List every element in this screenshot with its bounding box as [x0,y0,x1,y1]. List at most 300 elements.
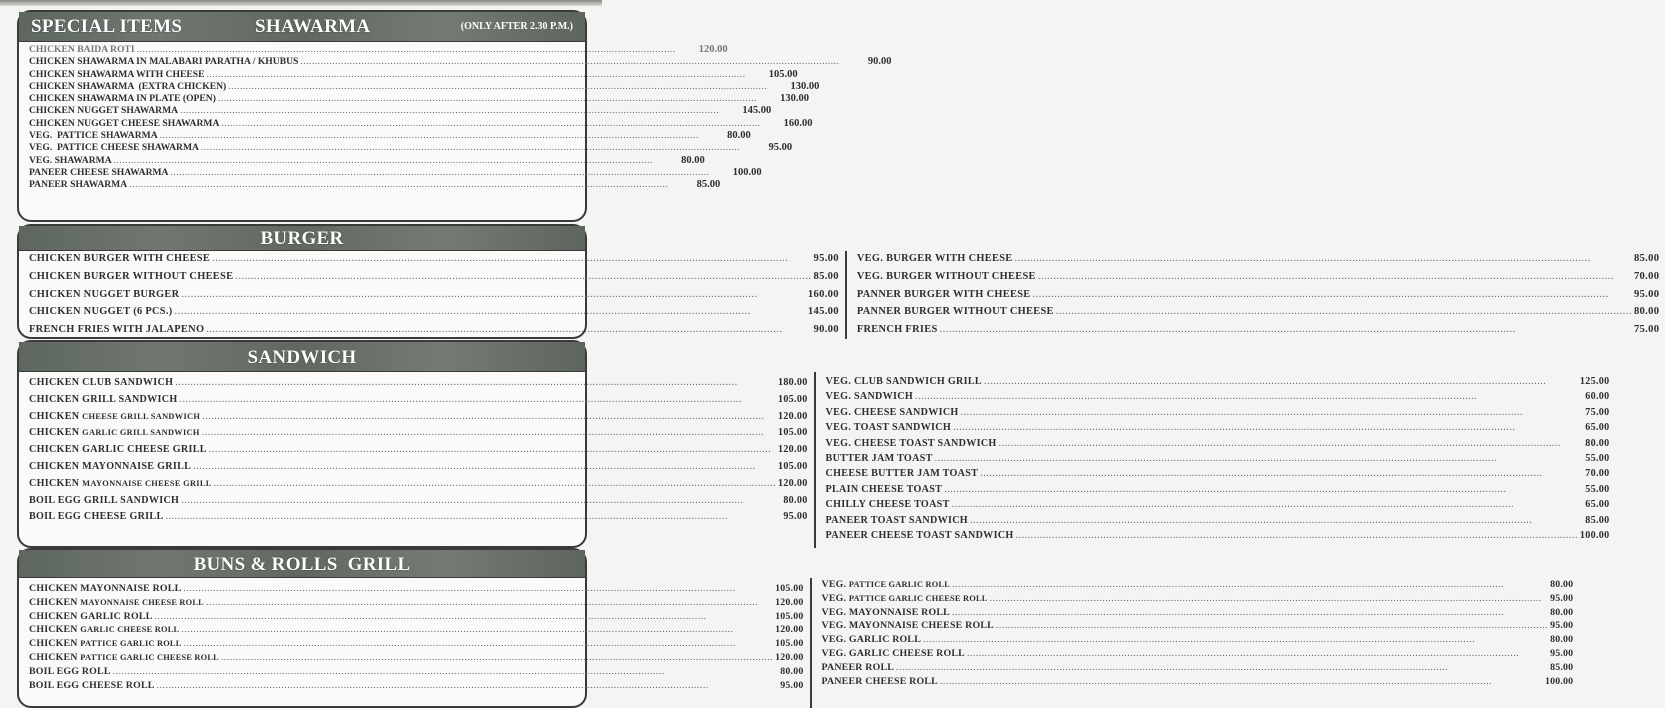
menu-item-name-detail: GARLIC GRILL SANDWICH [82,428,200,438]
menu-item-name-detail: MAYONNAISE CHEESE ROLL [80,597,204,607]
dot-leader [952,607,1548,618]
section-sandwich [17,340,1610,548]
dot-leader [202,427,776,438]
menu-item-name [826,391,913,402]
menu-item-name-text: VEG. GARLIC CHEESE ROLL [821,647,965,659]
menu-item-name-text: VEG. PATTICE SHAWARMA [29,130,158,142]
dot-leader [970,515,1583,526]
menu-item-name [29,289,179,300]
menu-item-price: 105.00 [775,610,804,622]
menu-item-price: 95.00 [1550,620,1574,632]
menu-item-name-text: VEG. SHAWARMA [29,154,112,166]
section-header-sandwich [19,342,585,372]
menu-item-price: 180.00 [777,377,808,388]
dot-leader [235,271,811,282]
menu-item-name-text: PANNER BURGER WITH CHEESE [856,288,1031,300]
menu-item-name [29,624,179,635]
menu-item-name [29,105,178,116]
menu-item-name-text: PANEER ROLL [821,661,895,673]
menu-item-price: 105.00 [768,68,798,80]
dot-leader [157,680,779,691]
menu-item-name [857,324,938,335]
menu-item-name-text: VEG. CLUB SANDWICH GRILL [825,376,982,387]
menu-item-price: 80.00 [1633,306,1660,318]
menu-item-name-text: BOIL EGG CHEESE ROLL [29,679,155,691]
menu-item-name-text: BOIL EGG ROLL [29,665,111,677]
menu-item-price: 105.00 [777,393,808,405]
menu-item [29,597,804,611]
menu-item-name [822,593,988,604]
menu-item [826,530,1610,545]
menu-item-price: 100.00 [1579,529,1610,541]
menu-item [29,80,820,93]
menu-item [29,666,804,680]
menu-item [29,511,808,528]
menu-item-price: 95.00 [780,679,804,691]
menu-item [29,638,804,652]
dot-leader [181,624,773,635]
dot-leader [1033,289,1632,300]
menu-item [857,324,1659,342]
burger-right-column [845,251,1665,339]
dot-leader [113,666,779,677]
menu-item-name [29,461,191,472]
dot-leader [961,407,1584,418]
dot-leader [300,56,839,67]
menu-item-name-text: CHICKEN BURGER WITHOUT CHEESE [29,270,234,282]
menu-item-name-detail: PATTICE GARLIC CHEESE ROLL [80,652,219,662]
menu-item-price: 70.00 [1633,270,1660,282]
menu-item [29,142,793,154]
menu-item-name [822,579,951,590]
section-title-special-items: SPECIAL ITEMS [31,16,183,37]
menu-item [29,154,705,167]
section-title-burger: BURGER [260,228,344,249]
dot-leader [183,583,773,594]
menu-item-name-text: VEG. TOAST SANDWICH [825,422,952,434]
section-header-special [19,12,585,42]
menu-item [826,438,1610,453]
menu-item-price: 95.00 [768,142,793,154]
sandwich-right-column [814,372,1616,548]
availability-note: (ONLY AFTER 2.30 P.M.) [460,21,573,32]
menu-item-name [29,306,173,317]
section-buns-rolls-grill [17,548,1574,708]
menu-item [822,662,1574,676]
menu-item-price: 75.00 [1585,406,1610,418]
dot-leader [915,391,1583,402]
menu-item-name-text: VEG. [821,579,847,590]
menu-item-name-detail: GARLIC CHEESE ROLL [80,625,180,635]
menu-item [857,306,1659,324]
menu-item-name-text: CHICKEN [29,477,80,489]
top-edge-strip [0,0,602,6]
dot-leader [181,495,781,506]
menu-item-name-text: PANEER CHEESE TOAST SANDWICH [825,529,1014,541]
menu-item-price: 90.00 [813,324,839,336]
menu-item-name-text: CHICKEN CLUB SANDWICH [29,377,174,388]
section-burger [17,224,1660,339]
dot-leader [1016,530,1578,541]
menu-item-name-text: CHEESE BUTTER JAM TOAST [825,468,979,480]
menu-item-name-text: PLAIN CHEESE TOAST [825,483,943,495]
menu-item-name-text: FRENCH FRIES [856,324,938,336]
menu-item-name [29,69,204,80]
dot-leader [952,499,1584,510]
menu-item-price: 95.00 [1550,647,1574,659]
menu-item-name-text: CHICKEN SHAWARMA IN MALABARI PARATHA / KHUBUS [29,56,299,68]
menu-item-name [29,253,210,264]
menu-item [29,427,808,444]
menu-item [857,289,1659,307]
menu-item [29,461,808,478]
menu-item-name-text: PANEER CHEESE ROLL [821,675,938,687]
buns-left-column [19,578,810,708]
menu-item [29,289,839,307]
menu-item [826,499,1610,514]
menu-item-name-text: CHICKEN [29,410,80,422]
menu-item-price: 130.00 [790,80,820,92]
menu-item-name-text: CHICKEN SHAWARMA (EXTRA CHICKEN) [29,80,227,92]
menu-item-name [826,438,997,449]
menu-item-name-text: CHICKEN GRILL SANDWICH [29,393,178,405]
menu-item-name [826,468,979,479]
menu-item [29,611,804,625]
menu-item-price: 80.00 [727,130,751,142]
menu-item-price: 75.00 [1633,324,1660,336]
menu-item-price: 100.00 [732,166,762,178]
section-title-shawarma: SHAWARMA [255,16,371,37]
menu-item-name [826,407,959,418]
menu-item-name [29,271,233,282]
menu-item [826,468,1610,483]
menu-item-price: 85.00 [1585,514,1610,526]
menu-item-name [857,306,1054,317]
menu-item [826,407,1610,422]
menu-item-price: 160.00 [807,288,839,300]
menu-item [29,105,772,117]
menu-item-name-text: CHICKEN GARLIC ROLL [29,610,153,622]
menu-item-name-text: CHICKEN BAIDA ROTI [29,44,135,55]
menu-item [29,44,728,56]
section-header-buns [19,550,585,578]
menu-item-name-text: PANEER SHAWARMA [29,179,128,191]
menu-item-name [822,620,994,631]
dot-leader [165,511,781,522]
menu-item-name [29,638,181,649]
menu-item-price: 120.00 [777,410,808,422]
dot-leader [952,579,1548,590]
menu-item [826,391,1610,406]
menu-item-name-text: VEG. MAYONNAISE ROLL [821,606,950,618]
dot-leader [967,648,1548,659]
special-items-list [19,42,892,192]
menu-item [29,93,810,105]
menu-item-name [857,271,1036,282]
menu-item [29,130,751,142]
menu-item-name-text: VEG. BURGER WITHOUT CHEESE [856,270,1036,282]
menu-item [29,271,839,289]
dot-leader [206,324,811,335]
menu-item-price: 55.00 [1585,452,1610,464]
menu-item-name [822,648,965,659]
menu-item [29,179,721,191]
menu-item-name-detail: CHEESE GRILL SANDWICH [82,411,201,421]
menu-item-price: 80.00 [1550,634,1574,646]
menu-item [857,253,1659,271]
menu-item-name [826,422,951,433]
menu-item [29,117,813,130]
menu-item-name [29,155,112,166]
menu-item-name-detail: PATTICE GARLIC CHEESE ROLL [848,593,988,603]
menu-item-name [29,666,111,677]
menu-item-price: 80.00 [1585,437,1610,449]
menu-item-name [822,607,950,618]
dot-leader [212,253,811,264]
dot-leader [1056,306,1632,317]
menu-item-price: 120.00 [777,444,808,456]
dot-leader [175,377,776,388]
menu-item-price: 120.00 [698,44,728,55]
menu-item [29,495,808,512]
dot-leader [984,376,1578,387]
menu-item-name [29,495,179,506]
dot-leader [170,167,709,178]
menu-item-price: 85.00 [813,270,839,282]
menu-item-name [822,662,895,673]
menu-item-name-text: CHICKEN NUGGET BURGER [29,288,180,300]
dot-leader [953,422,1583,433]
menu-item-name [29,130,158,141]
menu-item-name-text: PANEER CHEESE SHAWARMA [29,166,169,178]
menu-item-name [826,515,968,526]
menu-item [29,624,804,638]
menu-item-price: 85.00 [1550,661,1574,673]
menu-item-name [29,680,155,691]
menu-item-name-text: VEG. BURGER WITH CHEESE [856,253,1013,264]
menu-item-name [822,634,922,645]
menu-item-price: 105.00 [777,427,808,439]
menu-item-price: 130.00 [780,93,810,105]
menu-item-name-text: CHICKEN BURGER WITH CHEESE [29,253,211,264]
menu-item [822,593,1574,607]
menu-item-name-text: CHICKEN NUGGET (6 PCS.) [29,306,173,318]
menu-item [826,484,1610,499]
menu-item-name-text: CHICKEN [29,427,80,439]
menu-item-name [29,377,173,388]
menu-item-name-text: BOIL EGG GRILL SANDWICH [29,494,180,506]
menu-item-name [29,652,219,663]
menu-item-price: 80.00 [1550,579,1574,590]
burger-left-column [19,251,845,339]
menu-item-name-text: CHICKEN NUGGET CHEESE SHAWARMA [29,117,220,129]
menu-item-price: 105.00 [775,638,804,650]
menu-item-name-text: CHICKEN MAYONNAISE GRILL [29,460,192,472]
menu-item-name-text: VEG. PATTICE CHEESE SHAWARMA [29,142,199,154]
menu-item-name [826,376,982,387]
dot-leader [1038,271,1632,282]
menu-item-name [29,597,204,608]
dot-leader [896,662,1548,673]
menu-item-name [29,179,127,190]
dot-leader [1015,253,1632,264]
menu-item-name [29,583,181,594]
menu-item [29,306,839,324]
menu-item-price: 105.00 [777,460,808,472]
menu-item-price: 125.00 [1579,376,1610,387]
menu-item-price: 120.00 [777,477,808,489]
menu-item-name [29,167,168,178]
dot-leader [923,634,1548,645]
menu-item-name-detail: PATTICE GARLIC ROLL [848,580,951,589]
dot-leader [114,155,653,166]
dot-leader [137,44,676,55]
buns-right-column [810,578,1580,708]
menu-item-price: 85.00 [696,179,721,191]
menu-item [29,680,804,694]
menu-item-name-text: FRENCH FRIES WITH JALAPENO [29,324,205,336]
menu-item [29,394,808,411]
menu-item [29,583,804,597]
menu-item-name-text: BUTTER JAM TOAST [825,452,933,464]
menu-item-name [29,444,207,455]
dot-leader [221,118,760,129]
menu-item-name-text: PANEER TOAST SANDWICH [825,514,968,526]
menu-item-name [29,394,178,405]
dot-leader [180,105,719,116]
menu-item-price: 70.00 [1585,468,1610,480]
dot-leader [183,638,773,649]
menu-item-name [822,676,938,687]
section-title-buns-rolls: BUNS & ROLLS GRILL [193,554,411,575]
menu-item [29,166,762,179]
dot-leader [201,142,740,153]
menu-item-name-text: CHICKEN NUGGET SHAWARMA [29,105,179,117]
menu-item [826,515,1610,530]
dot-leader [193,461,776,472]
dot-leader [935,453,1584,464]
menu-item-name [29,411,200,422]
menu-item-name [29,44,135,55]
menu-item [29,56,892,68]
dot-leader [996,620,1548,631]
menu-item-price: 105.00 [775,583,804,594]
menu-item-price: 80.00 [681,154,705,166]
menu-item-name [29,511,163,522]
menu-item-name-text: CHICKEN SHAWARMA WITH CHEESE [29,68,205,80]
menu-item [822,676,1574,690]
menu-item [29,68,798,81]
menu-item-name [826,453,933,464]
menu-item-name-detail: MAYONNAISE CHEESE GRILL [82,478,212,488]
menu-item [29,444,808,461]
section-title-sandwich: SANDWICH [247,347,357,368]
dot-leader [221,652,773,663]
menu-item [826,376,1610,391]
menu-item [822,579,1574,593]
menu-item-price: 65.00 [1585,422,1610,434]
menu-item-price: 55.00 [1585,483,1610,495]
menu-item-name [29,427,200,438]
menu-item [822,634,1574,648]
menu-item-name-text: CHICKEN [29,596,78,608]
menu-item-name-text: CHICKEN SHAWARMA IN PLATE (OPEN) [29,93,216,105]
menu-item-price: 95.00 [1550,592,1574,604]
dot-leader [999,438,1584,449]
menu-item-price: 95.00 [813,253,839,264]
dot-leader [129,179,668,190]
dot-leader [990,593,1549,604]
menu-item-price: 60.00 [1585,391,1610,403]
menu-item-price: 145.00 [807,306,839,318]
menu-item-name [29,142,199,153]
dot-leader [218,93,757,104]
menu-item [29,377,808,394]
menu-item-price: 90.00 [867,56,892,68]
menu-item-price: 65.00 [1585,499,1610,511]
menu-item-name-text: VEG. CHEESE SANDWICH [825,406,959,418]
menu-item-name-text: VEG. CHEESE TOAST SANDWICH [825,437,997,449]
section-special-shawarma [17,10,892,222]
dot-leader [175,306,806,317]
menu-item-name [29,118,219,129]
dot-leader [214,478,776,489]
menu-item-price: 95.00 [783,511,808,523]
menu-item-name-text: BOIL EGG CHEESE GRILL [29,511,164,523]
menu-item [29,478,808,495]
menu-item-name [826,530,1014,541]
dot-leader [228,81,767,92]
menu-item-price: 80.00 [780,665,804,677]
menu-item-name-text: CHICKEN [29,624,78,636]
dot-leader [206,69,745,80]
menu-item [857,271,1659,289]
menu-item-price: 95.00 [1633,288,1660,300]
sandwich-left-column [19,372,814,548]
menu-item-name-text: CHILLY CHEESE TOAST [825,499,950,511]
dot-leader [944,484,1583,495]
menu-item-name [29,324,204,335]
dot-leader [940,324,1632,335]
menu-item-price: 85.00 [1633,253,1660,264]
menu-item [29,411,808,428]
dot-leader [209,444,776,455]
menu-item-name [29,611,152,622]
menu-item-price: 120.00 [775,596,804,608]
menu-item-name-text: CHICKEN [29,651,78,663]
menu-item-name [826,499,950,510]
menu-item [822,607,1574,621]
menu-item-price: 145.00 [742,105,772,117]
menu-item-name [857,253,1013,264]
menu-item-name-text: CHICKEN [29,638,78,650]
menu-item-price: 160.00 [783,117,813,129]
menu-item-name [29,81,226,92]
dot-leader [206,597,773,608]
dot-leader [181,289,805,300]
menu-item-name-text: VEG. [821,592,847,604]
menu-item-price: 80.00 [783,494,808,506]
menu-item-price: 100.00 [1544,675,1574,687]
menu-item-name-text: CHICKEN MAYONNAISE ROLL [29,583,182,594]
dot-leader [202,411,776,422]
menu-item-name [857,289,1031,300]
dot-leader [980,468,1583,479]
menu-item [822,648,1574,662]
menu-item-price: 80.00 [1550,606,1574,618]
menu-item-name-text: VEG. SANDWICH [825,391,914,403]
menu-item-name-text: PANNER BURGER WITHOUT CHEESE [856,306,1054,318]
